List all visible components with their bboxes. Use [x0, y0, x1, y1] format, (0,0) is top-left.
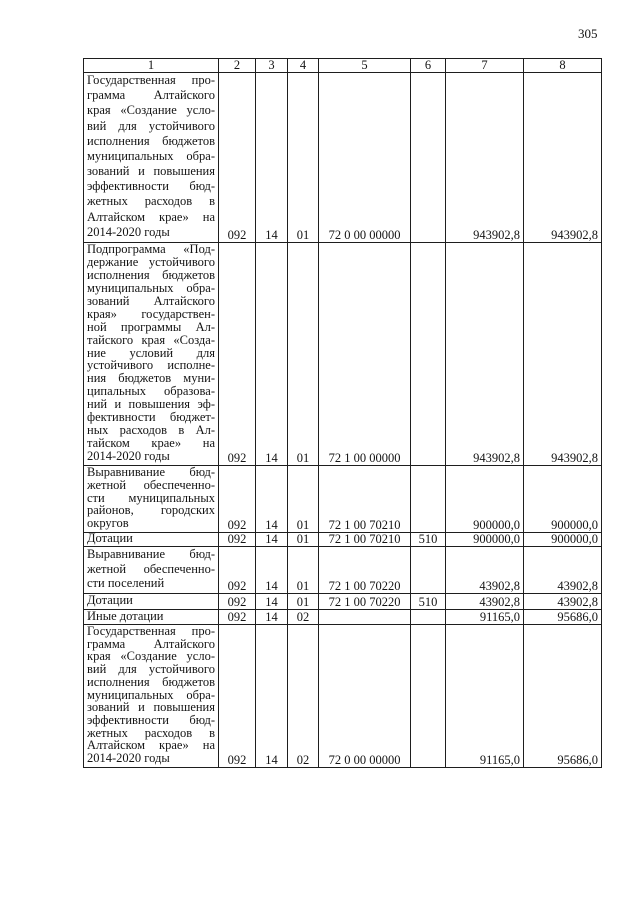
header-col-6: 6: [411, 59, 446, 73]
table-row: [84, 533, 602, 547]
description-line: Иные дотации: [87, 609, 164, 623]
col-3-cell: 14: [256, 610, 288, 625]
description-line: края «Создание усло-: [87, 649, 215, 664]
col-6-cell: [411, 610, 446, 625]
col-4-cell: 01: [288, 533, 319, 547]
col-6-cell: [411, 466, 446, 533]
description-line: 2014-2020 годы: [87, 449, 170, 463]
description-line: ния бюджетов муни-: [87, 371, 215, 386]
description-line: тайском крае» на: [87, 436, 215, 451]
col-4-cell: 01: [288, 547, 319, 594]
col-2-cell: 092: [219, 594, 256, 610]
col-4-cell: 01: [288, 73, 319, 243]
description-line: Алтайском крае» на: [87, 738, 215, 753]
table-row: [84, 73, 602, 243]
description-line: ных расходов в Ал-: [87, 423, 215, 438]
col-7-cell: 91165,0: [446, 625, 524, 768]
table-row: [84, 594, 602, 610]
description-line: муниципальных обра-: [87, 148, 215, 163]
description-line: ние условий для: [87, 345, 215, 360]
col-5-cell: 72 1 00 70220: [319, 594, 411, 610]
col-7-cell: 43902,8: [446, 547, 524, 594]
description-line: держание устойчивого: [87, 254, 215, 269]
description-line: тайского края «Созда-: [87, 332, 215, 347]
col-7-cell: 91165,0: [446, 610, 524, 625]
header-col-1: 1: [84, 59, 219, 73]
header-col-5: 5: [319, 59, 411, 73]
description-line: Государственная про-: [87, 73, 215, 87]
col-5-cell: 72 0 00 00000: [319, 73, 411, 243]
col-6-cell: [411, 73, 446, 243]
description-line: ципальных образова-: [87, 384, 215, 399]
description-line: ний и повышения эф-: [87, 397, 215, 412]
header-col-7: 7: [446, 59, 524, 73]
col-4-cell: 02: [288, 625, 319, 768]
col-2-cell: 092: [219, 625, 256, 768]
col-3-cell: 14: [256, 547, 288, 594]
description-line: жетной обеспеченно-: [87, 561, 215, 576]
description-line: грамма Алтайского: [87, 88, 215, 103]
col-3-cell: 14: [256, 466, 288, 533]
description-line: Дотации: [87, 593, 133, 607]
col-8-cell: 95686,0: [524, 610, 602, 625]
description-line: грамма Алтайского: [87, 636, 215, 651]
table-header: [84, 59, 602, 73]
description-line: жетной обеспеченно-: [87, 477, 215, 492]
col-2-cell: 092: [219, 243, 256, 466]
col-8-cell: 43902,8: [524, 547, 602, 594]
description-line: Подпрограмма «Под-: [87, 242, 215, 256]
header-col-4: 4: [288, 59, 319, 73]
description-line: зований и повышения: [87, 164, 215, 179]
description-line: жетных расходов в: [87, 194, 215, 209]
description-line: Дотации: [87, 532, 133, 545]
col-3-cell: 14: [256, 594, 288, 610]
col-7-cell: 943902,8: [446, 243, 524, 466]
description-line: Выравнивание бюд-: [87, 465, 215, 479]
page-number: 305: [578, 26, 598, 41]
description-line: муниципальных обра-: [87, 280, 215, 295]
col-8-cell: 943902,8: [524, 73, 602, 243]
col-5-cell: 72 1 00 00000: [319, 243, 411, 466]
description-line: края» государствен-: [87, 306, 215, 321]
row-description-cell: [84, 594, 219, 610]
col-3-cell: 14: [256, 73, 288, 243]
col-3-cell: 14: [256, 533, 288, 547]
description-line: Государственная про-: [87, 624, 215, 638]
col-3-cell: 14: [256, 243, 288, 466]
col-8-cell: 900000,0: [524, 533, 602, 547]
col-2-cell: 092: [219, 610, 256, 625]
col-6-cell: 510: [411, 594, 446, 610]
description-line: 2014-2020 годы: [87, 224, 170, 239]
description-line: исполнения бюджетов: [87, 674, 215, 689]
table-row: [84, 625, 602, 768]
col-6-cell: 510: [411, 533, 446, 547]
col-4-cell: 01: [288, 594, 319, 610]
description-line: муниципальных обра-: [87, 687, 215, 702]
description-line: зований и повышения: [87, 700, 215, 715]
col-2-cell: 092: [219, 466, 256, 533]
row-description-cell: [84, 73, 219, 243]
header-col-3: 3: [256, 59, 288, 73]
header-row: [84, 59, 602, 73]
table-row: [84, 610, 602, 625]
col-7-cell: 900000,0: [446, 466, 524, 533]
description-line: округов: [87, 516, 129, 531]
col-4-cell: 01: [288, 466, 319, 533]
col-8-cell: 43902,8: [524, 594, 602, 610]
row-description-cell: [84, 547, 219, 594]
description-line: исполнения бюджетов: [87, 267, 215, 282]
col-4-cell: 02: [288, 610, 319, 625]
col-5-cell: 72 1 00 70210: [319, 533, 411, 547]
col-5-cell: [319, 610, 411, 625]
col-4-cell: 01: [288, 243, 319, 466]
col-7-cell: 943902,8: [446, 73, 524, 243]
col-8-cell: 943902,8: [524, 243, 602, 466]
col-2-cell: 092: [219, 547, 256, 594]
description-line: фективности бюджет-: [87, 410, 215, 425]
row-description-cell: [84, 533, 219, 547]
col-6-cell: [411, 243, 446, 466]
col-6-cell: [411, 625, 446, 768]
table-row: [84, 466, 602, 533]
description-line: эффективности бюд-: [87, 179, 215, 194]
description-line: края «Создание усло-: [87, 103, 215, 118]
description-line: зований Алтайского: [87, 293, 215, 308]
table-row: [84, 243, 602, 466]
header-col-8: 8: [524, 59, 602, 73]
description-line: 2014-2020 годы: [87, 751, 170, 766]
description-line: вий для устойчивого: [87, 118, 215, 133]
row-description-cell: [84, 625, 219, 768]
row-description-cell: [84, 466, 219, 533]
description-line: районов, городских: [87, 503, 215, 518]
table-row: [84, 547, 602, 594]
col-6-cell: [411, 547, 446, 594]
description-line: Алтайском крае» на: [87, 209, 215, 224]
row-description-cell: [84, 610, 219, 625]
col-7-cell: 900000,0: [446, 533, 524, 547]
description-line: сти поселений: [87, 576, 165, 591]
description-line: исполнения бюджетов: [87, 133, 215, 148]
budget-table: [83, 58, 602, 768]
col-7-cell: 43902,8: [446, 594, 524, 610]
description-line: ной программы Ал-: [87, 319, 215, 334]
col-8-cell: 95686,0: [524, 625, 602, 768]
description-line: Выравнивание бюд-: [87, 547, 215, 561]
description-line: вий для устойчивого: [87, 662, 215, 677]
col-5-cell: 72 1 00 70220: [319, 547, 411, 594]
col-3-cell: 14: [256, 625, 288, 768]
col-5-cell: 72 0 00 00000: [319, 625, 411, 768]
description-line: эффективности бюд-: [87, 713, 215, 728]
description-line: устойчивого исполне-: [87, 358, 215, 373]
col-2-cell: 092: [219, 533, 256, 547]
header-col-2: 2: [219, 59, 256, 73]
col-5-cell: 72 1 00 70210: [319, 466, 411, 533]
col-2-cell: 092: [219, 73, 256, 243]
description-line: сти муниципальных: [87, 490, 215, 505]
table-body: [84, 73, 602, 768]
col-8-cell: 900000,0: [524, 466, 602, 533]
row-description-cell: [84, 243, 219, 466]
description-line: жетных расходов в: [87, 725, 215, 740]
